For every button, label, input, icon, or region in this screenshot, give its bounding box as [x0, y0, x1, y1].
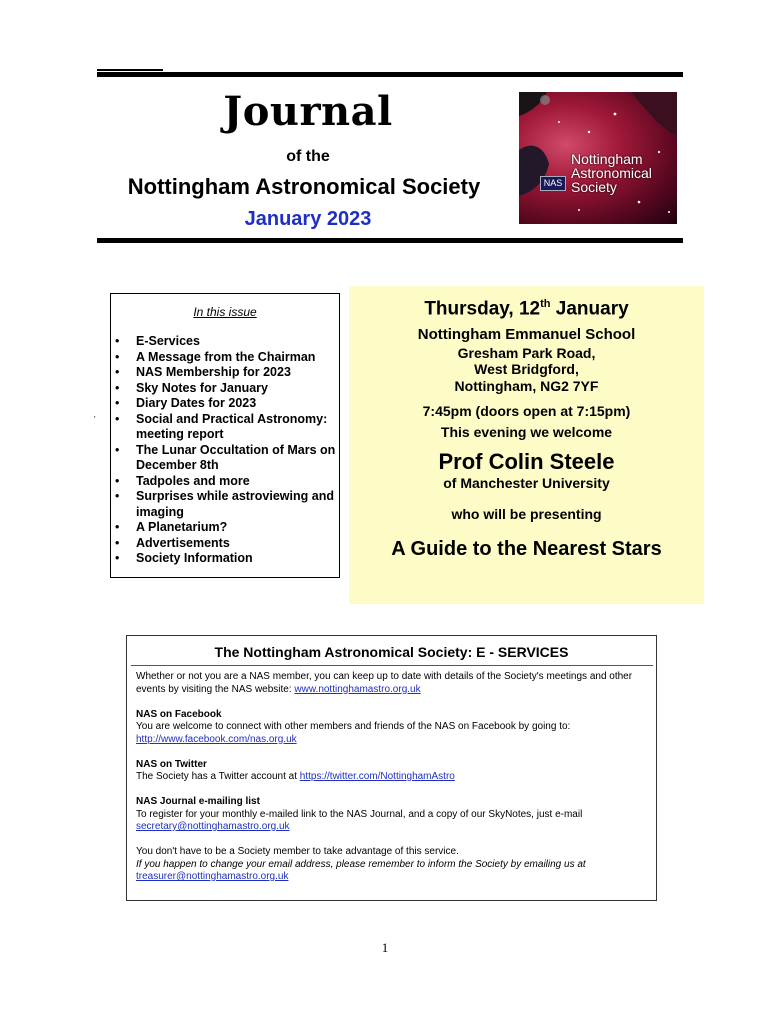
twitter-section — [136, 759, 648, 784]
contents-item: • Surprises while astroviewing and imaging — [115, 489, 337, 520]
nas-badge: NAS — [540, 176, 566, 191]
member-note-section — [136, 846, 648, 884]
meeting-speaker: Prof Colin Steele — [438, 449, 615, 474]
eservices-intro — [136, 671, 648, 696]
contents-heading: In this issue — [193, 305, 257, 319]
meeting-venue: Nottingham Emmanuel School — [417, 326, 636, 343]
contents-item: • E-Services — [115, 334, 337, 350]
change-note: If you happen to change your email address, please remember to inform the Society by emailing us at — [136, 858, 586, 870]
meeting-presenting: who will be presenting — [451, 506, 602, 522]
twitter-link[interactable]: https://twitter.com/NottinghamAstro — [299, 771, 455, 782]
facebook-heading: NAS on Facebook — [136, 708, 222, 720]
website-link[interactable]: www.nottinghamastro.org.uk — [294, 683, 421, 695]
mailing-text: To register for your monthly e-mailed link to the NAS Journal, and a copy of our SkyNotes, just e-mail — [136, 808, 583, 820]
meeting-date — [349, 298, 704, 320]
mailing-heading: NAS Journal e-mailing list — [136, 796, 260, 807]
logo-text-line: Astronomical — [571, 165, 652, 181]
speaker-affiliation: of Manchester University — [443, 475, 610, 491]
contents-list — [115, 334, 337, 567]
facebook-section — [136, 709, 648, 747]
society-name: Nottingham Astronomical Society — [127, 174, 481, 199]
intro-text: Whether or not you are a NAS member, you can keep up to date with details of the Society's meetings and other events by visiting the NAS website: — [136, 671, 633, 695]
meeting-address-line: Nottingham, NG2 7YF — [454, 378, 599, 394]
contents-item: • NAS Membership for 2023 — [115, 365, 337, 381]
meeting-day-suffix: th — [540, 298, 551, 310]
contents-item: • A Planetarium? — [115, 520, 337, 536]
meeting-address-line: Gresham Park Road, — [457, 345, 596, 361]
meeting-welcome: This evening we welcome — [440, 424, 613, 440]
header-top-rule — [97, 72, 683, 77]
contents-item: • A Message from the Chairman — [115, 350, 337, 366]
journal-subtitle: of the — [286, 148, 330, 165]
eservices-box — [126, 635, 657, 901]
facebook-text: You are welcome to connect with other members and friends of the NAS on Facebook by going to: — [136, 721, 571, 732]
header-bottom-rule — [97, 238, 683, 243]
meeting-address-line: West Bridgford, — [474, 361, 579, 377]
twitter-text: The Society has a Twitter account at — [136, 771, 300, 782]
journal-title: Journal — [223, 88, 393, 135]
contents-item: • Diary Dates for 2023 — [115, 396, 337, 412]
society-logo — [519, 92, 677, 224]
logo-text-line: Society — [571, 179, 617, 195]
talk-title: A Guide to the Nearest Stars — [391, 538, 662, 560]
meeting-day: Thursday, 12 — [424, 298, 541, 320]
issue-date: January 2023 — [244, 208, 372, 230]
logo-text — [571, 152, 652, 194]
eservices-divider — [131, 665, 653, 666]
stray-mark: ' — [94, 415, 96, 424]
twitter-heading: NAS on Twitter — [136, 758, 207, 770]
contents-item: • The Lunar Occultation of Mars on December 8th — [115, 443, 337, 474]
logo-text-line: Nottingham — [571, 151, 643, 167]
contents-box — [110, 293, 340, 578]
contents-item: • Sky Notes for January — [115, 381, 337, 397]
secretary-email-link[interactable]: secretary@nottinghamastro.org.uk — [136, 821, 290, 832]
contents-item: • Tadpoles and more — [115, 474, 337, 490]
eservices-title: The Nottingham Astronomical Society: E - SERVICES — [214, 644, 569, 660]
meeting-panel — [349, 286, 704, 604]
meeting-month: January — [550, 298, 629, 320]
header-rule-accent — [97, 69, 163, 71]
mailing-section — [136, 796, 648, 834]
facebook-link[interactable]: http://www.facebook.com/nas.org.uk — [136, 733, 297, 745]
treasurer-email-link[interactable]: treasurer@nottinghamastro.org.uk — [136, 871, 289, 882]
contents-item: • Social and Practical Astronomy: meeting report — [115, 412, 337, 443]
contents-item: • Advertisements — [115, 536, 337, 552]
contents-item: • Society Information — [115, 551, 337, 567]
member-note: You don't have to be a Society member to take advantage of this service. — [136, 846, 459, 857]
page-number: 1 — [381, 940, 389, 955]
meeting-time: 7:45pm (doors open at 7:15pm) — [422, 403, 631, 419]
eservices-body — [136, 671, 648, 884]
